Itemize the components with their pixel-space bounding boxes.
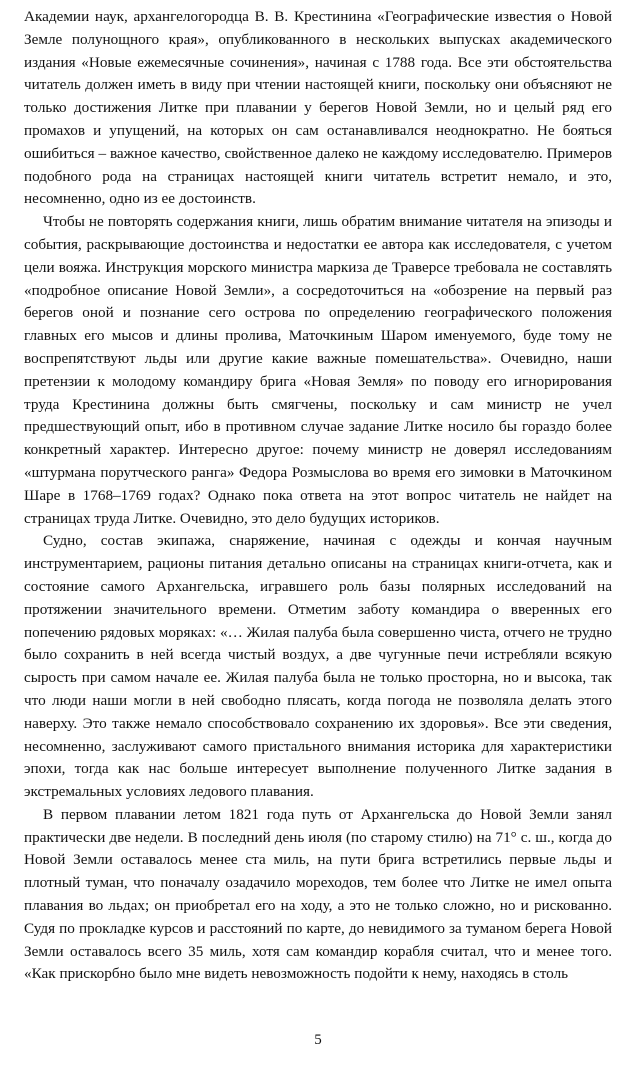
paragraph-2: Чтобы не повторять содержания книги, лишь обратим внимание читателя на эпизоды и события, раскрывающие достоинства и недостатки ее автора как исследователя, с учетом цели вояжа. Инструкция морского министра маркиза де Траверсе требовала не составлять «подробное описание Новой Земли», а сосредоточиться на «обозрение на первый раз берегов оной и познание сего острова по определению географического положения главных его мысов и длины пролива, Маточкиным Шаром именуемого, буде тому не воспрепятствуют льды или другие какие важные помешательства». Очевидно, наши претензии к молодому командиру брига «Новая Земля» по поводу его игнорирования труда Крестинина должны быть смягчены, поскольку и сам министр не учел предшествующий опыт, ибо в противном случае задание Литке носило бы гораздо более конкретный характер. Интересно другое: почему министр не доверял исследованиям «штурмана порутческого ранга» Федора Розмыслова во время его зимовки в Маточкином Шаре в 1768–1769 годах? Однако пока ответа на этот вопрос читатель не найдет на страницах труда Литке. Очевидно, это дело будущих историков. — [24, 213, 612, 527]
paragraph-3: Судно, состав экипажа, снаряжение, начиная с одежды и кончая научным инструментарием, рационы питания детально описаны на страницах книги-отчета, как и состояние самого Архангельска, игравшего роль базы полярных исследований на протяжении значительного времени. Отметим заботу командира о вверенных его попечению рядовых моряках: «… Жилая палуба была совершенно чиста, отчего не трудно было сохранить в ней всегда чистый воздух, а две чугунные печи истребляли всякую сырость при самом начале ее. Жилая палуба была не только просторна, но и высока, так что люди наши могли в ней свободно плясать, когда погода не позволяла делать этого наверху. Это также немало способствовало сохранению их здоровья». Все эти сведения, несомненно, заслуживают самого пристального внимания историка для характеристики эпохи, тогда как нас больше интересует выполнение полученного Литке задания в экстремальных условиях ледового плавания. — [24, 532, 612, 801]
page-number: 5 — [314, 1032, 322, 1048]
page-body — [24, 6, 612, 986]
paragraph-1: Академии наук, архангелогородца В. В. Крестинина «Географические известия о Новой Земле полунощного края», опубликованного в нескольких выпусках академического издания «Новые ежемесячные сочинения», начиная с 1788 года. Все эти обстоятельства читатель должен иметь в виду при чтении настоящей книги, поскольку они объясняют не только достижения Литке при плавании у берегов Новой Земли, но и целый ряд его промахов и упущений, на которых он сам останавливался неоднократно. Не бояться ошибиться – важное качество, свойственное далеко не каждому исследователю. Примеров подобного рода на страницах настоящей книги читатель встретит немало, и это, несомненно, одно из ее достоинств. — [24, 8, 612, 208]
paragraph-4: В первом плавании летом 1821 года путь от Архангельска до Новой Земли занял практически две недели. В последний день июля (по старому стилю) на 71° с. ш., когда до Новой Земли оставалось менее ста миль, на пути брига встретились первые льды и плотный туман, что поначалу озадачило мореходов, тем более что Литке не имел опыта плавания во льдах; он приобретал его на ходу, а это не только сложно, но и рискованно. Судя по прокладке курсов и расстояний по карте, до невидимого за туманом берега Новой Земли оставалось всего 35 миль, хотя сам командир корабля считал, что и менее того. «Как прискорбно было мне видеть невозможность подойти к нему, находясь в столь — [24, 805, 612, 983]
